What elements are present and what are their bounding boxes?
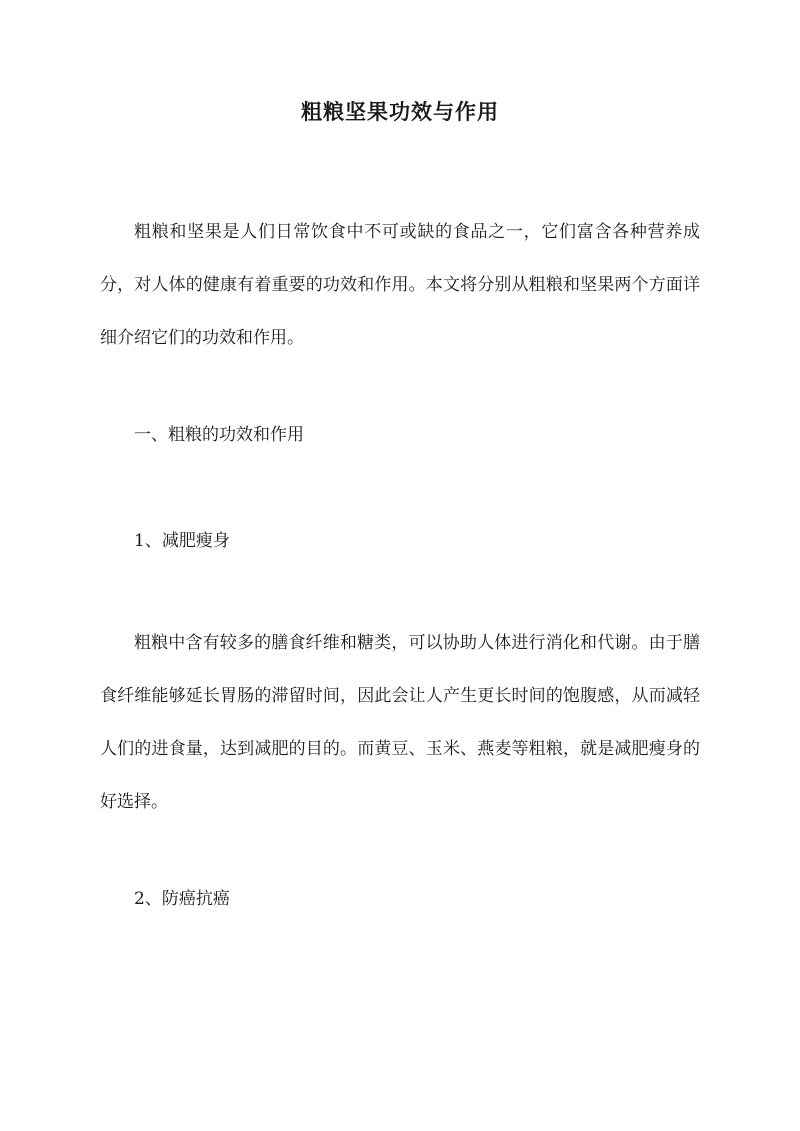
document-title: 粗粮坚果功效与作用 <box>301 99 499 124</box>
weight-loss-paragraph: 粗粮中含有较多的膳食纤维和糖类，可以协助人体进行消化和代谢。由于膳食纤维能够延长胃肠的滞留时间，因此会让人产生更长时间的饱腹感，从而减轻人们的进食量，达到减肥的目的。而黄豆、玉米、燕麦等粗粮，就是减肥瘦身的好选择。 <box>100 633 700 812</box>
subheading-anti-cancer: 2、防癌抗癌 <box>134 889 230 909</box>
subheading-weight-loss: 1、减肥瘦身 <box>134 531 230 551</box>
section-heading-grains: 一、粗粮的功效和作用 <box>134 425 304 445</box>
intro-paragraph: 粗粮和坚果是人们日常饮食中不可或缺的食品之一，它们富含各种营养成分，对人体的健康有着重要的功效和作用。本文将分别从粗粮和坚果两个方面详细介绍它们的功效和作用。 <box>100 222 700 348</box>
